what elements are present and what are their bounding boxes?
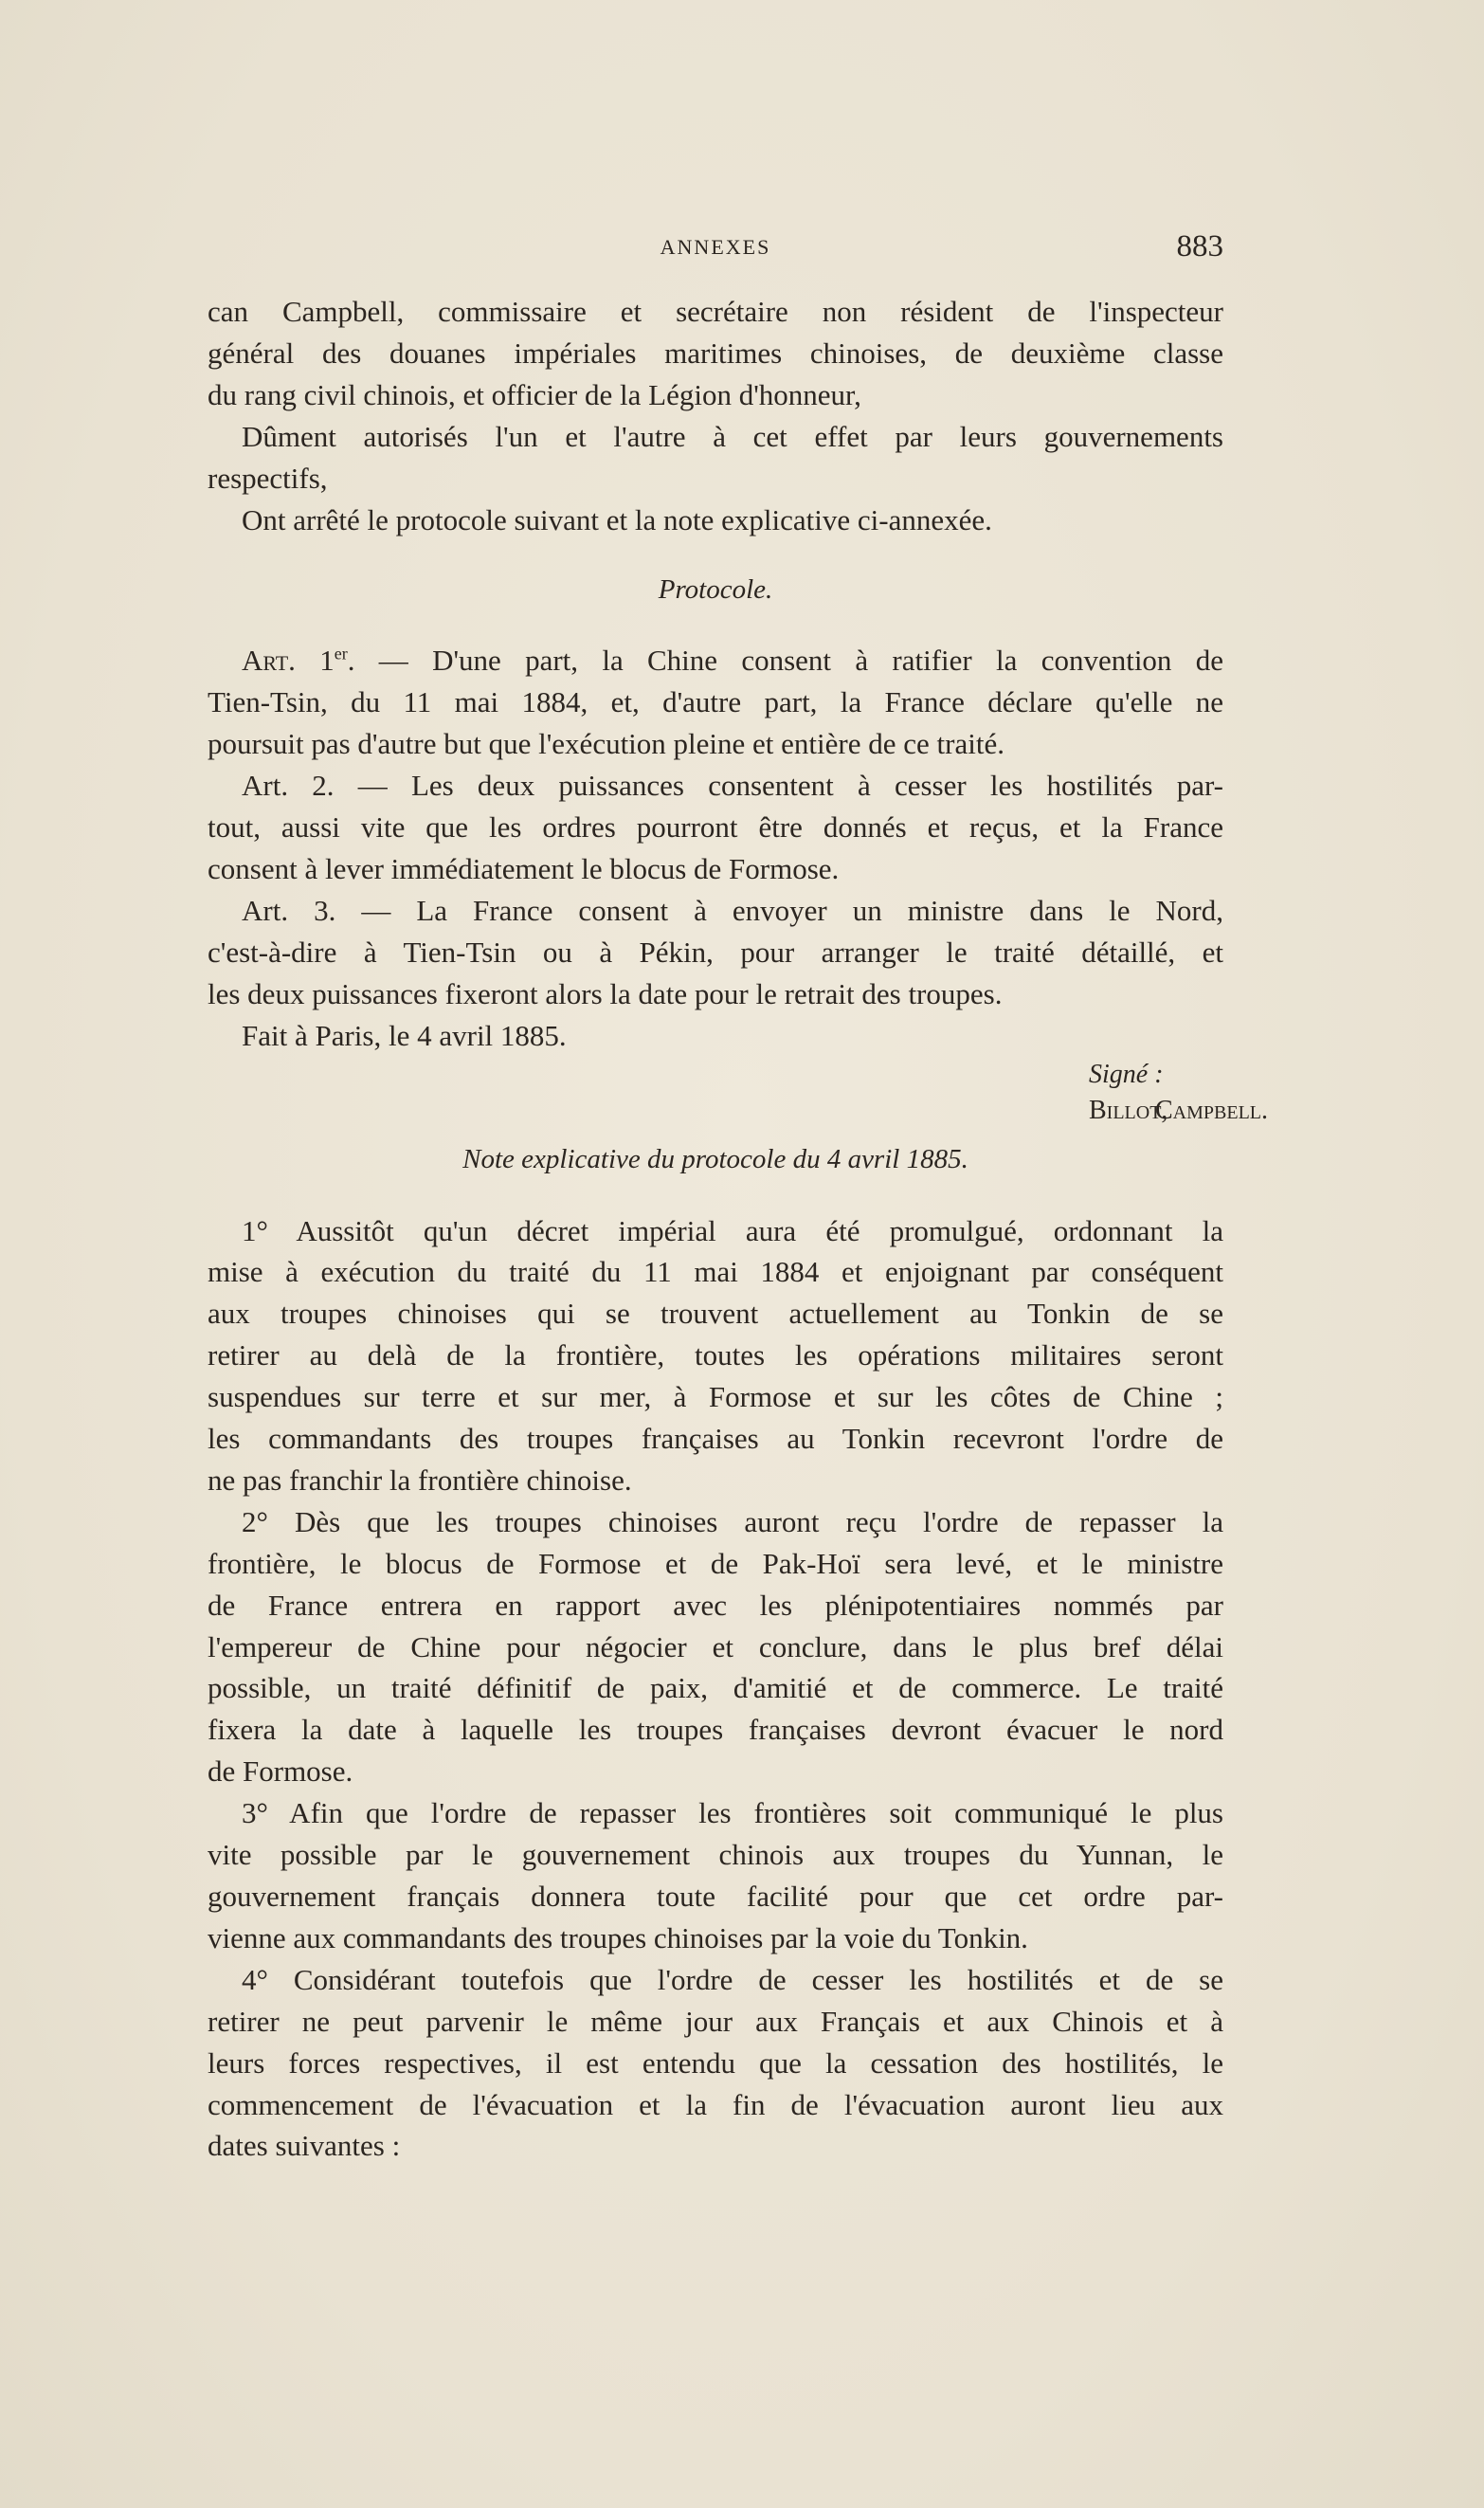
paragraph xyxy=(208,1015,1223,1057)
paragraph xyxy=(208,640,1223,765)
paragraph xyxy=(208,765,1223,890)
text-line: dates suivantes : xyxy=(208,2129,401,2163)
text-line: consent à lever immédiatement le blocus de Formose. xyxy=(208,851,840,885)
signature-block xyxy=(208,1057,1269,1129)
paragraph xyxy=(208,416,1223,500)
article-label: Art. xyxy=(242,644,296,678)
text-line: de Formose. xyxy=(208,1754,353,1789)
signatory-name: Billot, xyxy=(1089,1095,1168,1125)
paragraph xyxy=(208,890,1223,1015)
text-line: général des douanes impériales maritimes chinoises, de deuxième classe xyxy=(208,336,1223,370)
text-line: 2° Dès que les troupes chinoises auront reçu l'ordre de repasser la xyxy=(242,1504,1223,1538)
body-text xyxy=(208,291,1269,2167)
text-line: vienne aux commandants des troupes chinoises par la voie du Tonkin. xyxy=(208,1920,1028,1954)
text-line: ne pas franchir la frontière chinoise. xyxy=(208,1463,632,1497)
paragraph xyxy=(208,500,1223,541)
text-line: poursuit pas d'autre but que l'exécution pleine et entière de ce traité. xyxy=(208,727,1004,761)
text-line: 4° Considérant toutefois que l'ordre de cesser les hostilités et de se xyxy=(242,1962,1223,1996)
text-line: c'est-à-dire à Tien-Tsin ou à Pékin, pour arranger le traité détaillé, et xyxy=(208,935,1223,969)
text-line: Fait à Paris, le 4 avril 1885. xyxy=(242,1018,567,1052)
text-line: Tien-Tsin, du 11 mai 1884, et, d'autre part, la France déclare qu'elle ne xyxy=(208,685,1223,719)
section-heading-note: Note explicative du protocole du 4 avril 1885. xyxy=(462,1143,968,1174)
paragraph xyxy=(208,1501,1223,1792)
text-line-content: . — D'une part, la Chine consent à ratifier la convention de xyxy=(347,644,1223,678)
text-line: Ont arrêté le protocole suivant et la note explicative ci-annexée. xyxy=(242,502,992,536)
signatory-name: Campbell. xyxy=(1155,1095,1269,1125)
section-heading-protocole: Protocole. xyxy=(658,574,773,606)
text-line: possible, un traité définitif de paix, d'amitié et de commerce. Le traité xyxy=(208,1671,1223,1705)
text-line: gouvernement français donnera toute facilité pour que cet ordre par- xyxy=(208,1880,1223,1913)
running-header xyxy=(208,229,1223,267)
text-line: vite possible par le gouvernement chinois aux troupes du Yunnan, le xyxy=(208,1838,1223,1872)
text-line: tout, aussi vite que les ordres pourront être donnés et reçus, et la France xyxy=(208,810,1223,845)
article-number: 1 xyxy=(319,644,335,678)
text-line: commencement de l'évacuation et la fin de l'évacuation auront lieu aux xyxy=(208,2087,1223,2121)
text-line: les commandants des troupes françaises au Tonkin recevront l'ordre de xyxy=(208,1422,1223,1456)
text-line: can Campbell, commissaire et secrétaire non résident de l'inspecteur xyxy=(208,295,1223,328)
paragraph xyxy=(208,291,1223,416)
text-line: leurs forces respectives, il est entendu que la cessation des hostilités, le xyxy=(208,2045,1223,2080)
text-line: aux troupes chinoises qui se trouvent actuellement au Tonkin de se xyxy=(208,1297,1223,1331)
paragraph xyxy=(208,1792,1223,1959)
text-line: Dûment autorisés l'un et l'autre à cet effet par leurs gouvernements xyxy=(242,419,1223,453)
text-line: suspendues sur terre et sur mer, à Formose et sur les côtes de Chine ; xyxy=(208,1380,1223,1414)
text-line: respectifs, xyxy=(208,461,328,495)
text-line: Art. 2. — Les deux puissances consentent à cesser les hostilités par- xyxy=(242,769,1223,803)
text-line: fixera la date à laquelle les troupes françaises devront évacuer le nord xyxy=(208,1713,1223,1747)
text-line: Art. 3. — La France consent à envoyer un ministre dans le Nord, xyxy=(242,893,1223,927)
text-line: 1° Aussitôt qu'un décret impérial aura été promulgué, ordonnant la xyxy=(242,1213,1223,1247)
signed-label: Signé : xyxy=(1089,1059,1164,1089)
paragraph xyxy=(208,1959,1223,2168)
text-line: du rang civil chinois, et officier de la Légion d'honneur, xyxy=(208,377,861,411)
text-line: de France entrera en rapport avec les plénipotentiaires nommés par xyxy=(208,1588,1223,1622)
paragraph xyxy=(208,1210,1223,1501)
text-line: l'empereur de Chine pour négocier et conclure, dans le plus bref délai xyxy=(208,1629,1223,1663)
text-line: retirer ne peut parvenir le même jour aux Français et aux Chinois et à xyxy=(208,2004,1223,2038)
page-number: 883 xyxy=(1176,229,1223,264)
text-line: 3° Afin que l'ordre de repasser les frontières soit communiqué le plus xyxy=(242,1796,1223,1830)
article-ordinal: er xyxy=(334,645,348,664)
text-line: retirer au delà de la frontière, toutes les opérations militaires seront xyxy=(208,1338,1223,1372)
text-line: frontière, le blocus de Formose et de Pak-Hoï sera levé, et le ministre xyxy=(208,1546,1223,1580)
text-line xyxy=(208,640,1223,682)
text-line: les deux puissances fixeront alors la date pour le retrait des troupes. xyxy=(208,976,1003,1010)
running-title: ANNEXES xyxy=(660,235,771,259)
text-line: mise à exécution du traité du 11 mai 1884 et enjoignant par conséquent xyxy=(208,1255,1223,1289)
